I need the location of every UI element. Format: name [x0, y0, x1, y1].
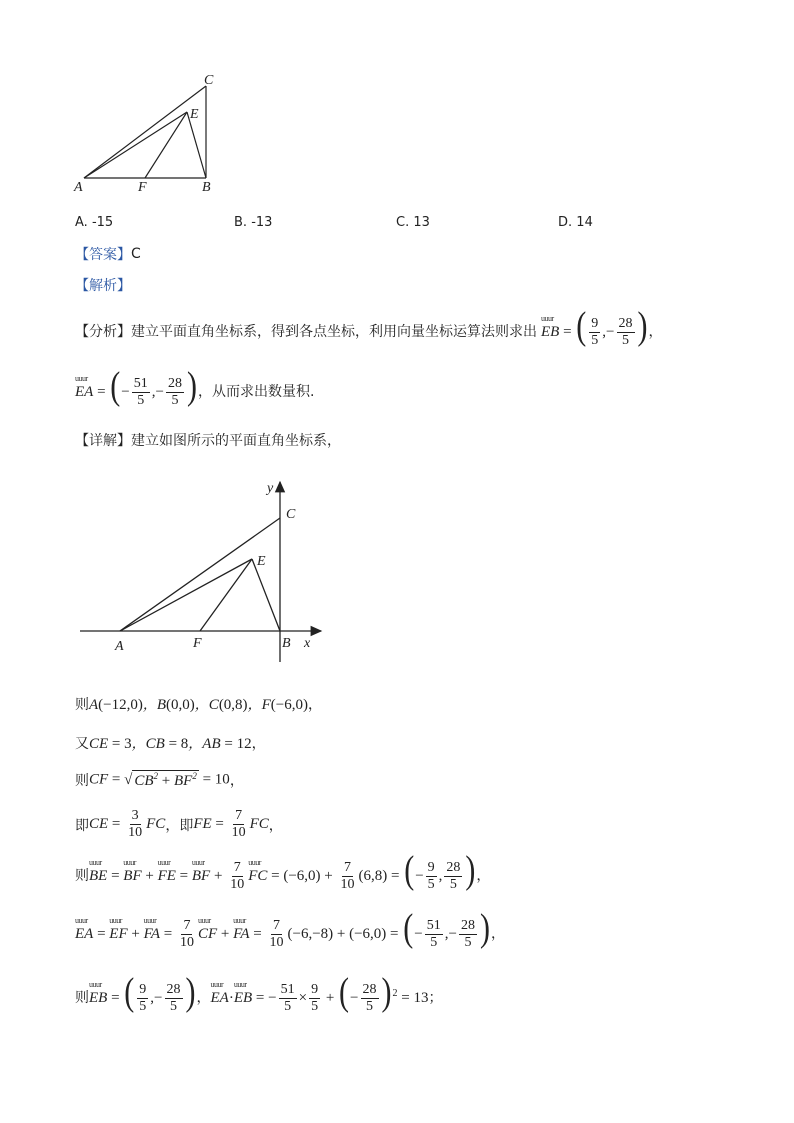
cf-line: [75, 770, 244, 790]
fig1-label-a: A: [74, 180, 83, 195]
xiangjie-text: 建立如图所示的平面直角坐标系，: [131, 433, 341, 449]
fig1-label-b: B: [202, 180, 211, 195]
ratio-ji-2: 即: [179, 817, 194, 834]
option-b: B. -13: [234, 215, 273, 230]
xiangjie-line: [75, 430, 341, 450]
fig2-label-a: A: [115, 639, 124, 654]
answer-tag: 【答案】: [75, 247, 131, 263]
fig2-label-e: E: [257, 554, 266, 569]
ratio-line: [75, 808, 283, 841]
fenxi-eb-expression: uuur EB = ( $\frac{9}{5}$ ,− $\frac{28}{5}$ ): [541, 312, 649, 349]
lengths-line: [75, 733, 266, 753]
fig2-label-y: y: [267, 481, 274, 496]
ea-expression: uuur EA = uuur EF + uuur FA = $\frac{7}{10}$ uuur CF + uuur FA = $\frac{7}{10}$ (−6,−8) + (−6,0) = (− $\frac{51}{5}$ ,− $\frac{28}{5}$ ): [75, 914, 491, 951]
option-c: C. 13: [396, 215, 430, 230]
fig1-label-f: F: [138, 180, 147, 195]
ratio-ji-1: 即: [75, 817, 89, 834]
ratio-sep: ，: [165, 817, 180, 834]
ratio-comma: ，: [268, 817, 283, 834]
be-ze: 则: [75, 867, 89, 884]
fenxi-line-1: [75, 304, 663, 349]
coordinate-figure-2: [75, 476, 335, 666]
cf-ze: 则: [75, 773, 89, 789]
fenxi-tag: 【分析】: [75, 323, 131, 340]
ea-comma: ，: [490, 925, 505, 942]
option-a: A. -15: [75, 215, 114, 230]
cf-expression: CF = √ $CB^2 + BF^2$ = 10: [89, 771, 230, 789]
be-expression: uuur BE = uuur BF + uuur FE = uuur BF + $\frac{7}{10}$ uuur FC = (−6,0) + $\frac{7}{10}$ (6,8) = (− $\frac{9}{5}$ , $\frac{28}{5}$ ): [89, 856, 476, 893]
final-semi: ；: [428, 989, 443, 1006]
ratio-ce: CE = $\frac{3}{10}$ FC: [89, 808, 166, 840]
final-eb: uuur EB = ( $\frac{9}{5}$ ,− $\frac{28}{5}$ ): [89, 978, 197, 1015]
fig2-label-f: F: [193, 636, 202, 651]
answer-line: [75, 244, 141, 264]
fenxi-line-2: [75, 364, 315, 409]
coord-ze: 则: [75, 697, 89, 713]
triangle-figure-1: [70, 68, 230, 198]
be-line: [75, 848, 491, 893]
coordinates-line: [75, 694, 322, 714]
fig2-label-c: C: [286, 507, 296, 522]
coord-points: A(−12,0)，B(0,0)，C(0,8)，F(−6,0): [89, 697, 308, 713]
fig2-label-x: x: [304, 636, 311, 651]
lengths-values: CE = 3，CB = 8，AB = 12: [89, 736, 252, 752]
xiangjie-tag: 【详解】: [75, 433, 131, 449]
lengths-you: 又: [75, 736, 89, 752]
final-ze: 则: [75, 989, 89, 1006]
fig1-label-c: C: [204, 73, 214, 88]
analysis-tag: 【解析】: [75, 278, 131, 294]
option-d: D. 14: [558, 215, 593, 230]
fenxi-comma: ，: [648, 323, 663, 340]
final-sep: ，: [196, 989, 211, 1006]
fenxi-text: 建立平面直角坐标系，得到各点坐标，利用向量坐标运算法则求出: [131, 323, 537, 340]
lengths-comma: ，: [251, 736, 266, 752]
ea-line: [75, 906, 505, 951]
cf-comma: ，: [229, 773, 244, 789]
fenxi-text-2: ，从而求出数量积.: [197, 383, 315, 400]
final-dot-product: uuur EA·uuur EB = − $\frac{51}{5}$ × $\frac{9}{5}$ + (− $\frac{28}{5}$ )$^2$ = 13: [211, 978, 429, 1015]
fig1-label-e: E: [190, 107, 199, 122]
fig2-label-b: B: [282, 636, 291, 651]
final-line: [75, 970, 443, 1015]
answer-value: C: [131, 246, 141, 262]
be-comma: ，: [476, 867, 491, 884]
ratio-fe: FE = $\frac{7}{10}$ FC: [193, 808, 269, 840]
coord-comma: ，: [307, 697, 322, 713]
fenxi-ea-expression: uuur EA = (− $\frac{51}{5}$ ,− $\frac{28}{5}$ ): [75, 372, 198, 409]
analysis-tag-line: [75, 275, 131, 295]
